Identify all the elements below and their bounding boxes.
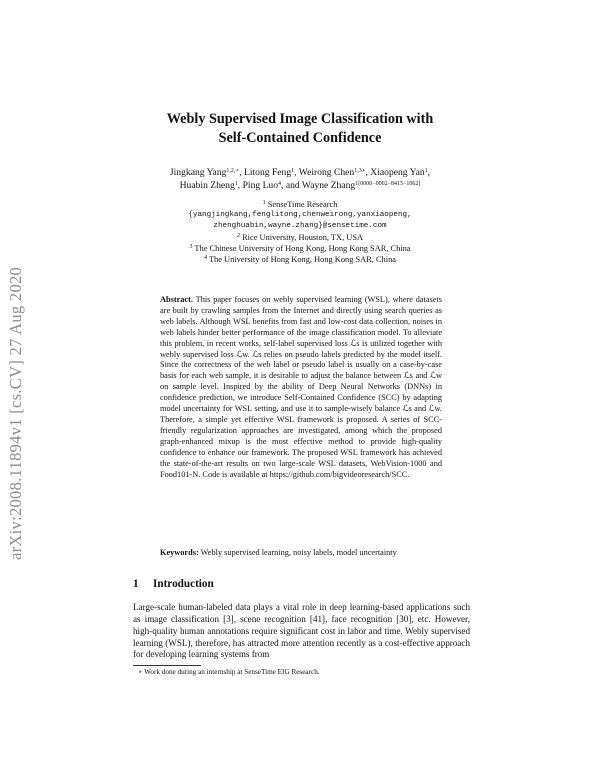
abstract-text: This paper focuses on webly supervised learning (WSL), where datasets are built by crawling samples from the Internet and directly using search queries as web labels. Although WSL benefits from fast and low-cost data collection, noises in web labels hinder better performance of the image classification model. To alleviate this problem, in recent works, self-label supervised loss ℒs is utilized together with webly supervised loss ℒw. ℒs relies on pseudo labels predicted by the model itself. Since the correctness of the web label or pseudo label is usually on a case-by-case basis for each web sample, it is desirable to adjust the balance between ℒs and ℒw on sample level. Inspired by the ability of Deep Neural Networks (DNNs) in confidence prediction, we introduce Self-Contained Confidence (SCC) by adapting model uncertainty for WSL setting, and use it to sample-wisely balance ℒs and ℒw. Therefore, a simple yet effective WSL framework is proposed. A series of SCC-friendly regularization approaches are investigated, among which the proposed graph-enhanced mixup is the most effective method to provide high-quality confidence to enhance our framework. The proposed WSL framework has achieved the state-of-the-art results on two large-scale WSL datasets, WebVision-1000 and Food101-N. Code is available at https://github.com/bigvideoresearch/SCC.: [160, 295, 442, 479]
affiliation-name: SenseTime Research: [265, 200, 338, 209]
keywords-label: Keywords:: [160, 548, 199, 557]
footnote-mark: ⋆: [138, 668, 143, 676]
author-line-2: [110, 179, 490, 192]
author-affiliation-mark: 1: [234, 181, 238, 187]
introduction-paragraph: Large-scale human-labeled data plays a vital role in deep learning-based applications such as image classification [3], scene recognition [41], face recognition [30], etc. However, high-quality human annotations require significant cost in labor and time. Webly supervised learning (WSL), therefore, has attracted more attention recently as a cost-effective approach for developing learning systems from: [133, 602, 470, 660]
keywords: [160, 547, 442, 558]
affiliation-4: [110, 254, 490, 265]
email-line-2: zhenghuabin,wayne.zhang}@sensetime.com: [213, 222, 387, 230]
affiliation-number: 2: [236, 233, 240, 239]
affiliation-name: The Chinese University of Hong Kong, Hong Kong SAR, China: [192, 244, 411, 253]
affiliation-number: 4: [204, 255, 207, 261]
author-affiliation-mark: 4: [278, 181, 282, 187]
author-name: , Weirong Chen: [294, 167, 355, 178]
author-list: [110, 166, 490, 192]
author-name: , and Wayne Zhang: [281, 180, 356, 191]
affiliation-3: [110, 243, 490, 254]
author-name: , Litong Feng: [239, 167, 292, 178]
keywords-text: Webly supervised learning, noisy labels, model uncertainty: [198, 548, 397, 557]
affiliation-name: The University of Hong Kong, Hong Kong SAR, China: [207, 255, 396, 264]
author-affiliation-mark: 1: [291, 168, 295, 174]
email-line-1: {yangjingkang,fenglitong,chenweirong,yanxiaopeng,: [188, 211, 412, 219]
section-heading-introduction: [133, 578, 473, 590]
author-name: Jingkang Yang: [169, 167, 227, 178]
affiliation-2: [110, 232, 490, 243]
section-number: 1: [133, 578, 139, 590]
footnote-text: Work done during an internship at SenseTime EIG Research.: [142, 668, 320, 676]
author-orcid-mark: 1[0000−0002−8415−1062]: [355, 181, 421, 187]
abstract-label: Abstract.: [160, 295, 193, 304]
footnote-rule: [133, 665, 201, 666]
title-line-2: Self-Contained Confidence: [218, 130, 382, 146]
arxiv-identifier: arXiv:2008.11894v1 [cs.CV] 27 Aug 2020: [6, 266, 25, 560]
title-line-1: Webly Supervised Image Classification with: [166, 111, 434, 127]
affiliation-name: Rice University, Houston, TX, USA: [239, 233, 364, 242]
affiliation-block: [110, 199, 490, 265]
author-separator: ,: [427, 167, 431, 178]
affiliation-number: 1: [262, 200, 266, 206]
affiliation-number: 3: [189, 244, 193, 250]
author-line-1: [110, 166, 490, 179]
paper-title: [100, 110, 500, 148]
author-name: Huabin Zheng: [179, 180, 235, 191]
author-affiliation-mark: 1,3⋆: [354, 168, 366, 174]
section-title: Introduction: [153, 578, 214, 590]
abstract: [160, 295, 442, 480]
author-name: , Ping Luo: [237, 180, 279, 191]
author-affiliation-mark: 1,2,⋆: [226, 168, 240, 174]
affiliation-1: [110, 199, 490, 210]
author-name: , Xiaopeng Yan: [365, 167, 425, 178]
footnote: [138, 668, 468, 677]
author-affiliation-mark: 1: [424, 168, 428, 174]
